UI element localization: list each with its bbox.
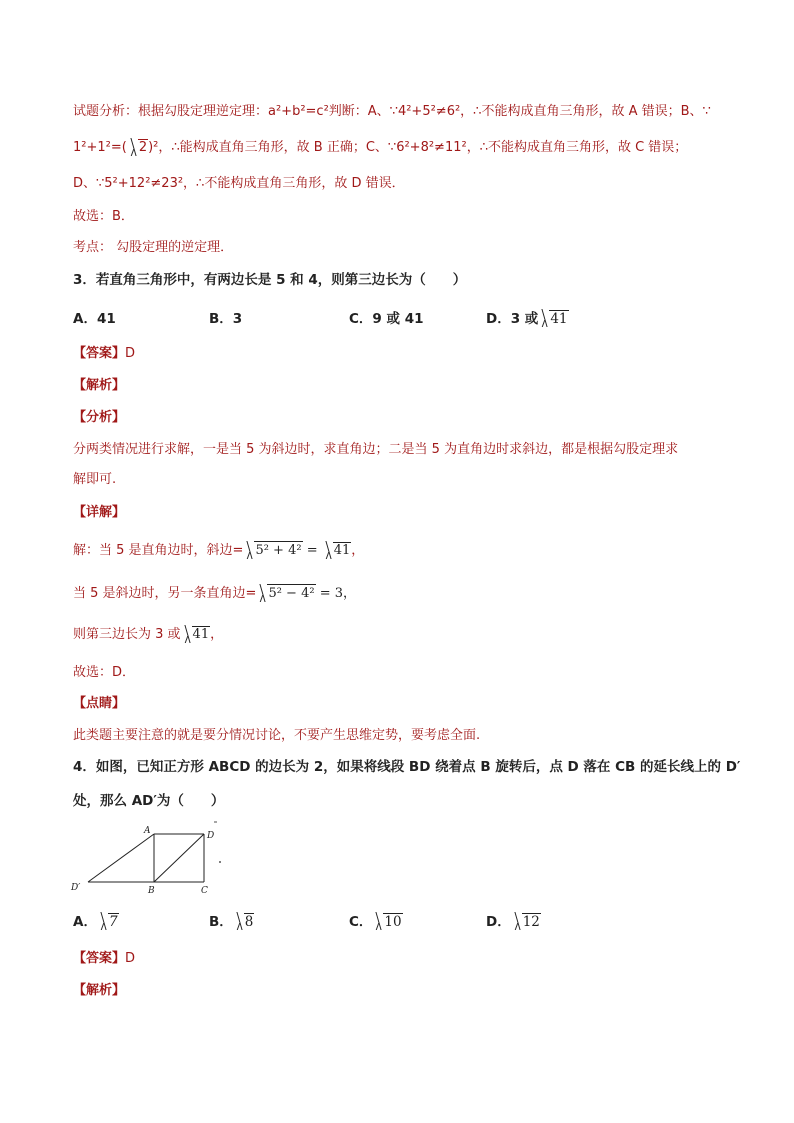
q4-stem-line-2: 处，那么 AD′为（ ） (73, 793, 225, 809)
q3-jiexi-tag: 【解析】 (73, 378, 126, 393)
sqrt-symbol: 5² − 4² (257, 584, 315, 604)
q3-option-b: B．3 (209, 311, 243, 327)
q3-dianjing-tag: 【点睛】 (73, 696, 126, 711)
q3-xiangjie-tag: 【详解】 (73, 505, 126, 520)
sqrt-symbol: 7 (98, 912, 119, 932)
label-a: A (144, 826, 151, 836)
sqrt-symbol: 41 (182, 625, 211, 645)
q3-stem: 3．若直角三角形中，有两边长是 5 和 4，则第三边长为（ ） (73, 272, 467, 288)
q3-option-d: D．3 或 41 (486, 311, 568, 327)
q3-option-c: C．9 或 41 (349, 311, 424, 327)
q4-figure (68, 818, 228, 898)
q4-option-d: D． 12 (486, 914, 540, 930)
sqrt-symbol: 41 (323, 541, 352, 561)
analysis-kaodian: 考点： 勾股定理的逆定理． (73, 240, 234, 255)
sqrt-symbol: 12 (512, 912, 541, 932)
stray-dot (219, 861, 221, 863)
q3-solution-3: 则第三边长为 3 或 41， (73, 625, 223, 645)
q4-option-b: B． 8 (209, 914, 254, 930)
q4-option-c: C． 10 (349, 914, 402, 930)
q4-stem-line-1: 4．如图，已知正方形 ABCD 的边长为 2，如果将线段 BD 绕着点 B 旋转后，点 D 落在 CB 的延长线上的 D′ (73, 759, 741, 775)
q4-answer: 【答案】D (73, 951, 136, 966)
q3-option-a: A．41 (73, 311, 116, 327)
q3-dianjing: 此类题主要注意的就是要分情况讨论，不要产生思维定势，要考虑全面. (73, 728, 481, 743)
analysis-line-2 (73, 138, 687, 158)
sqrt-symbol: 5² + 4² (244, 541, 302, 561)
q4-jiexi-tag: 【解析】 (73, 983, 126, 998)
q3-choice: 故选：D． (73, 665, 136, 680)
analysis-line-1: 试题分析：根据勾股定理逆定理：a²+b²=c²判断：A、∵4²+5²≠6²，∴不能构成直角三角形，故 A 错误；B、∵ (73, 104, 711, 119)
analysis-line-2-a: 1²+1²=( (73, 140, 127, 155)
sqrt-symbol: 8 (234, 912, 255, 932)
analysis-line-3: D、∵5²+12²≠23²，∴不能构成直角三角形，故 D 错误． (73, 176, 405, 191)
label-dprime: D′ (71, 883, 81, 893)
segment-dp-a (88, 834, 154, 882)
label-c: C (201, 886, 208, 896)
q3-solution-2: 当 5 是斜边时，另一条直角边= 5² − 4² = 3， (73, 584, 356, 604)
label-b: B (148, 886, 155, 896)
analysis-line-2-b: )²，∴能构成直角三角形，故 B 正确；C、∵6²+8²≠11²，∴不能构成直角三角形，故 C 错误； (148, 140, 688, 155)
label-d: D (207, 831, 215, 841)
sqrt-symbol: 10 (373, 912, 402, 932)
sqrt-symbol: 2 (128, 138, 148, 158)
q3-fenxi-line-2: 解即可. (73, 472, 117, 487)
q3-fenxi-line-1: 分两类情况进行求解，一是当 5 为斜边时，求直角边；二是当 5 为直角边时求斜边，都是根据勾股定理求 (73, 442, 679, 457)
q3-solution-1: 解：当 5 是直角边时，斜边= 5² + 4² = 41， (73, 541, 364, 561)
segment-b-d (154, 834, 204, 882)
sqrt-symbol: 41 (539, 309, 568, 329)
q3-answer: 【答案】D (73, 346, 136, 361)
q4-option-a: A． 7 (73, 914, 118, 930)
q3-fenxi-tag: 【分析】 (73, 410, 126, 425)
analysis-choice: 故选：B． (73, 209, 134, 224)
